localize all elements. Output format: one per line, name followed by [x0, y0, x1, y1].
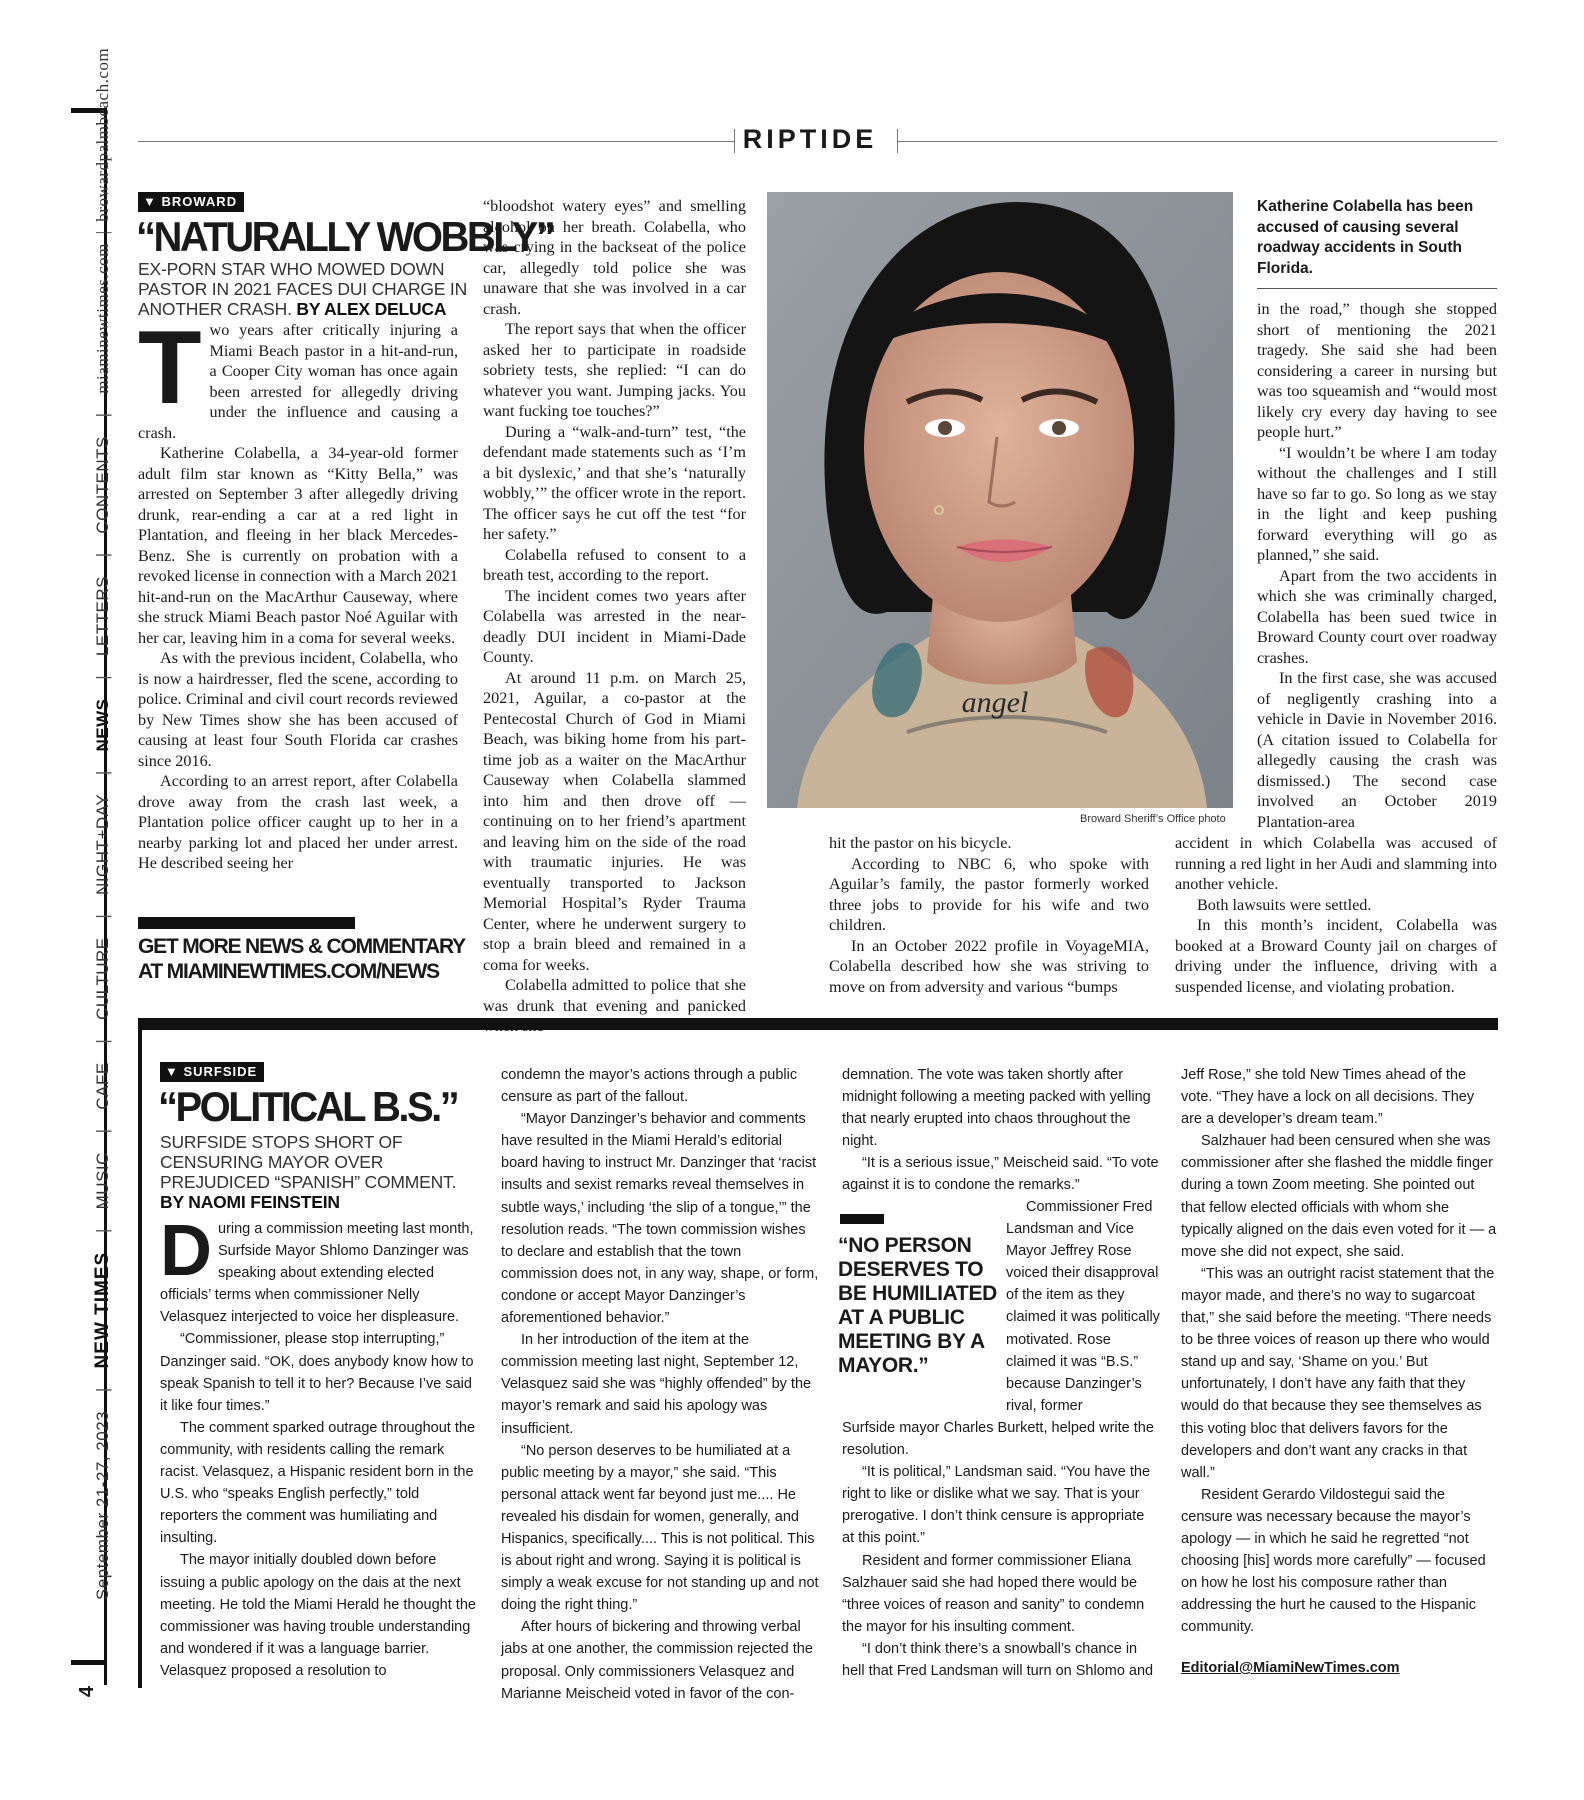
dropcap: T	[138, 310, 202, 426]
rail-nav-news[interactable]: NEWS	[93, 698, 112, 752]
paragraph: “It is a serious issue,” Meischeid said. “To vote against it is to condone the remarks.”	[842, 1155, 1159, 1194]
paragraph: “I wouldn’t be where I am today without the challenges and I still have so far to go. So long as we stay in the light and keep pushing forward everything will go as planned,” she said.	[1257, 443, 1497, 564]
paragraph: Surfside mayor Charles Burkett, helped write the resolution.	[842, 1420, 1154, 1459]
story-headline: “POLITICAL B.S.”	[158, 1084, 458, 1131]
story2-column-4	[1181, 1064, 1497, 1638]
story-headline: “NATURALLY WOBBLY”	[136, 214, 554, 261]
paragraph: “No person deserves to be humiliated at a public meeting by a mayor,” she said. “This personal attack went far beyond just me.... He revealed his disdain for women, generally, and Hispanics, specifically.... This is not political. This is about right and wrong. Saying it is political is simply a weak excuse for not standing up and not doing the right thing.”	[501, 1442, 819, 1614]
photo-credit: Broward Sheriff’s Office photo	[1080, 813, 1226, 825]
rail-site-broward[interactable]: browardpalmbeach.com	[93, 47, 112, 222]
paragraph: condemn the mayor’s actions through a public censure as part of the fallout.	[501, 1067, 798, 1106]
section-divider-bar	[138, 1018, 1498, 1030]
paragraph: Commissioner Fred Landsman and Vice Mayor Jeffrey Rose voiced their disapproval of the item as they claimed it was politically motivated. Rose claimed it was “B.S.” because Danzinger’s rival, former	[1006, 1199, 1160, 1414]
portrait-illustration	[767, 192, 1233, 808]
rail-nav-letters[interactable]: LETTERS	[93, 576, 112, 657]
paragraph: In the first case, she was accused of negligently crashing into a vehicle in Davie in November 2016. (A citation issued to Colabella for allegedly causing the crash was dismissed.) The second case involved an October 2019 Plantation-area	[1257, 669, 1497, 831]
paragraph: The mayor initially doubled down before issuing a public apology on the dais at the next meeting. He told the Miami Herald he thought the commissioner was having trouble understanding and wondered if it was a language barrier. Velasquez proposed a resolution to	[160, 1552, 476, 1679]
paragraph: In an October 2022 profile in VoyageMIA, Colabella described how she was striving to move on from adversity and various “bumps	[829, 936, 1149, 996]
story2-column-3-top	[842, 1064, 1160, 1197]
paragraph: During a “walk-and-turn” test, “the defendant made statements such as ‘I’m a bit dyslexic,’ and that she’s ‘naturally wobbly,’” the officer wrote in the report. The officer says he cut off the test “for her safety.”	[483, 422, 746, 543]
paragraph: hit the pastor on his bicycle.	[829, 834, 1012, 852]
header-tick-left	[734, 129, 735, 153]
editorial-email-link[interactable]: Editorial@MiamiNewTimes.com	[1181, 1660, 1400, 1676]
paragraph: Jeff Rose,” she told New Times ahead of the vote. “They have a lock on all decisions. They are a developer’s dream team.”	[1181, 1067, 1475, 1128]
rail-nav-cafe[interactable]: CAFE	[93, 1062, 112, 1110]
promo-line-2: AT MIAMINEWTIMES.COM/NEWS	[138, 960, 439, 983]
rail-nav-music[interactable]: MUSIC	[93, 1152, 112, 1210]
paragraph: uring a commission meeting last month, Surfside Mayor Shlomo Danzinger was speaking about extending elected officials’ terms when commissioner Nelly Velasquez interjected to voice her displeasure.	[160, 1221, 474, 1326]
paragraph: As with the previous incident, Colabella, who is now a hairdresser, fled the scene, according to police. Criminal and civil court records reviewed by New Times show she has been accused of causing at least four South Florida car crashes since 2016.	[138, 649, 458, 770]
paragraph: “It is political,” Landsman said. “You have the right to like or dislike what we say. That is your prerogative. I don’t think censure is appropriate at this point.”	[842, 1464, 1151, 1547]
paragraph: wo years after critically injuring a Miami Beach pastor in a hit-and-run, a Cooper City woman has once again been arrested for allegedly driving under the influence and causing a crash.	[138, 321, 458, 442]
paragraph: accident in which Colabella was accused of running a red light in her Audi and slamming into another vehicle.	[1175, 834, 1497, 893]
paragraph: “This was an outright racist statement that the mayor made, and there’s no way to sugarcoat that,” she said before the meeting. “There needs to be three voices of reason up there who would stand up and say, ‘Shame on you.’ But unfortunately, I don’t have any faith that they would do that because they see themselves as this voting bloc that delivers favors for the developers and don’t want any cracks in that wall.”	[1181, 1265, 1495, 1481]
category-tag[interactable]: ▼ BROWARD	[138, 192, 244, 212]
dropcap: D	[160, 1211, 212, 1291]
rail-date: September 21-27, 2023	[93, 1410, 112, 1600]
paragraph: According to an arrest report, after Colabella drove away from the crash last week, a Plantation police officer caught up to her in a nearby parking lot and placed her under arrest. He described seeing her	[138, 772, 458, 872]
paragraph: Apart from the two accidents in which she was criminally charged, Colabella has been sued twice in Broward County court over roadway crashes.	[1257, 566, 1497, 667]
story2-column-3-bottom	[842, 1417, 1160, 1682]
promo-link[interactable]	[138, 934, 468, 984]
neck-tattoo-text: angel	[961, 686, 1029, 719]
section-title: RIPTIDE	[742, 124, 878, 154]
paragraph: In this month’s incident, Colabella was booked at a Broward County jail on charges of driving under the influence, driving with a suspended license, and violating probation.	[1175, 916, 1497, 996]
paragraph: “I don’t think there’s a snowball’s chance in hell that Fred Landsman will turn on Shlomo and	[842, 1640, 1154, 1680]
side-rail: September 21-27, 2023 | NEW TIMES | MUSIC | CAFE | CULTURE | NIGHT+DAY | NEWS | LETTERS | CONTENTS | miaminewtimes.com | browardpalmbeach.com	[92, 47, 113, 1600]
header-rule-right	[897, 141, 1497, 142]
paragraph: Salzhauer had been censured when she was commissioner after she flashed the middle finger during a town Zoom meeting. She pointed out that fellow elected officials with whom she typically aligned on the dais even voted for it — a move she did not expect, she said.	[1181, 1133, 1497, 1260]
paragraph: Both lawsuits were settled.	[1197, 895, 1372, 914]
paragraph: “Commissioner, please stop interrupting,” Danzinger said. “OK, does anybody know how to speak Spanish to tell it to her? Because I’ve said it like four times.”	[160, 1331, 474, 1414]
deck-text: EX-PORN STAR WHO MOWED DOWN PASTOR IN 2021 FACES DUI CHARGE IN ANOTHER CRASH.	[138, 259, 468, 319]
rail-nav-contents[interactable]: CONTENTS	[93, 436, 112, 534]
rail-bottom-bar	[71, 1660, 107, 1665]
byline: BY NAOMI FEINSTEIN	[160, 1192, 340, 1212]
mugshot-photo	[767, 192, 1233, 808]
paragraph: In her introduction of the item at the commission meeting last night, September 12, Velasquez said she was “highly offended” by the mayor’s remark and said his apology was insufficient.	[501, 1332, 812, 1437]
rail-nav-night-day[interactable]: NIGHT+DAY	[93, 793, 112, 895]
story2-column-3-wrap	[1006, 1196, 1160, 1417]
paragraph: in the road,” though she stopped short of mentioning the 2021 tragedy. She said she had been considering a career in nursing but was too squeamish and “would most likely cry every day having to see people hurt.”	[1257, 300, 1497, 441]
photo-caption: Katherine Colabella has been accused of causing several roadway accidents in South Florida.	[1257, 198, 1474, 277]
header-rule-left	[138, 141, 734, 142]
paragraph: Resident Gerardo Vildostegui said the censure was necessary because the mayor’s apology — in which he said he regretted “not choosing [his] words more carefully” — focused on how he lost his composure rather than addressing the hurt he caused to the Hispanic community.	[1181, 1486, 1486, 1636]
paragraph: Colabella refused to consent to a breath test, according to the report.	[483, 545, 746, 584]
paragraph: The comment sparked outrage throughout the community, with residents calling the remark racist. Velasquez, a Hispanic resident born in the U.S. who “speaks English perfectly,” told reporters the comment was humiliating and insulting.	[160, 1419, 476, 1547]
paragraph: Resident and former commissioner Eliana Salzhauer said she had hoped there would be “three voices of reason and sanity” to condemn the mayor for his insulting comment.	[842, 1552, 1145, 1635]
section-divider-vertical	[138, 1018, 142, 1688]
page-number: 4	[76, 1685, 99, 1698]
paragraph: “bloodshot watery eyes” and smelling alcohol on her breath. Colabella, who was crying in the backseat of the police car, allegedly told police she was unaware that she was involved in a car crash.	[483, 197, 746, 318]
paragraph: demnation. The vote was taken shortly after midnight following a meeting packed with yelling that nearly erupted into chaos throughout the night.	[842, 1067, 1151, 1150]
story1-column-3	[829, 833, 1149, 997]
promo-line-1: GET MORE NEWS & COMMENTARY	[138, 935, 465, 958]
caption-rule	[1257, 288, 1497, 289]
paragraph: According to NBC 6, who spoke with Aguilar’s family, the pastor formerly worked three jobs to provide for his wife and two children.	[829, 854, 1149, 934]
category-tag[interactable]: ▼ SURFSIDE	[160, 1062, 264, 1082]
paragraph: Colabella admitted to police that she was drunk that evening and panicked	[483, 976, 746, 1015]
paragraph: After hours of bickering and throwing verbal jabs at one another, the commission rejected the proposal. Only commissioners Velasquez and Marianne Meischeid voted in favor of the con-	[501, 1619, 813, 1702]
story1-column-2	[483, 196, 746, 1037]
paragraph: The report says that when the officer asked her to participate in roadside sobriety tests, she replied: “I can do whatever you want. Jumping jacks. You want fucking toe touches?”	[483, 320, 746, 420]
paragraph: At around 11 p.m. on March 25, 2021, Aguilar, a co-pastor at the Pentecostal Church of God in Miami Beach, was biking home from his part-time job as a waiter on the MacArthur Causeway when Colabella slammed into him and then drove off — continuing on to her friend’s apartment and leaving him on the side of the road with traumatic injuries. He was eventually transported to Jackson Memorial Hospital’s Ryder Trauma Center, where he underwent surgery to stop a brain bleed and remained in a coma for weeks.	[483, 668, 746, 974]
story1-column-4	[1257, 299, 1497, 832]
rail-nav-culture[interactable]: CULTURE	[93, 937, 112, 1020]
rail-brand[interactable]: NEW TIMES	[92, 1251, 113, 1369]
paragraph: Katherine Colabella, a 34-year-old former adult film star known as “Kitty Bella,” was arrested on September 3 after allegedly driving drunk, rear-ending a car at a red light in Plantation, and fleeing in her black Mercedes-Benz. She is currently on probation with a revoked license in connection with a March 2021 hit-and-run on the MacArthur Causeway, where she struck Miami Beach pastor Noé Aguilar with her car, leaving him in a coma for several weeks.	[138, 444, 458, 647]
deck-text: SURFSIDE STOPS SHORT OF CENSURING MAYOR OVER PREJUDICED “SPANISH” COMMENT.	[160, 1132, 457, 1192]
story1-column-1	[138, 310, 458, 874]
story1-column-4-wide	[1175, 833, 1497, 997]
rail-site-miami[interactable]: miaminewtimes.com	[93, 243, 112, 394]
byline: BY ALEX DELUCA	[296, 299, 447, 319]
story2-column-2	[501, 1064, 819, 1705]
story-deck	[160, 1132, 465, 1212]
paragraph: The incident comes two years after Colabella was arrested in the near-deadly DUI incident in Miami-Dade County.	[483, 586, 746, 666]
pullquote-bar	[840, 1214, 884, 1224]
pullquote: “NO PERSON DESERVES TO BE HUMILIATED AT A PUBLIC MEETING BY A MAYOR.”	[838, 1234, 998, 1377]
paragraph: “Mayor Danzinger’s behavior and comments have resulted in the Miami Herald’s editorial board having to instruct Mr. Danzinger that ‘racist insults and sexist remarks reveal themselves in subtle ways,’ including ‘the slip of a tongue,’” the resolution reads. “The town commission wishes to declare and establish that the town commission does not, in any way, shape, or form, condone or accept Mayor Danzinger’s aforementioned behavior.”	[501, 1111, 819, 1327]
story2-column-1	[160, 1211, 478, 1682]
promo-bar	[138, 917, 355, 929]
